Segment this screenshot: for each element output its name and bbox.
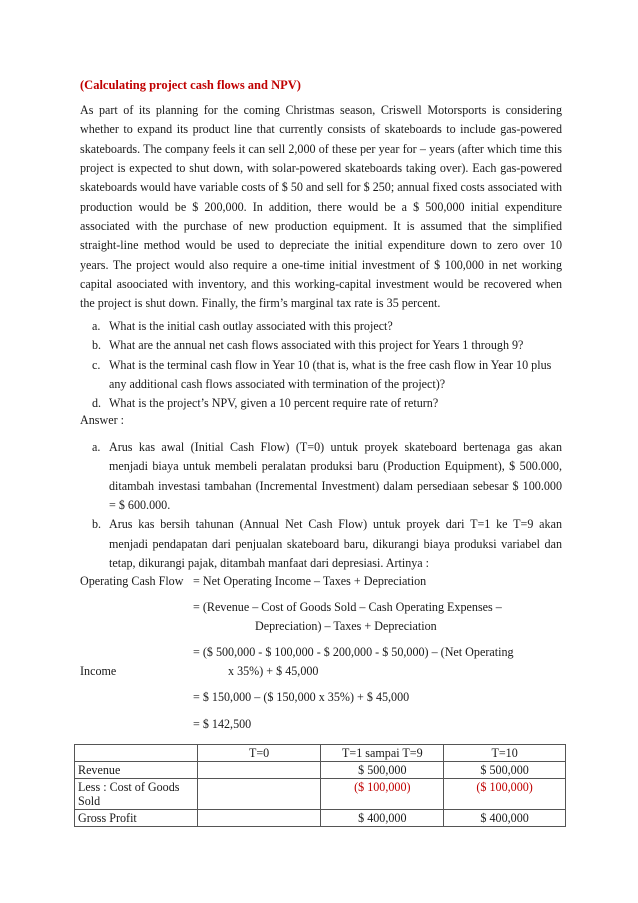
question-list [92, 317, 562, 414]
table-cell: $ 500,000 [321, 762, 444, 779]
answer-item [92, 438, 562, 515]
equation-line: x 35%) + $ 45,000 [228, 664, 319, 678]
equation-line-label: Income [80, 664, 117, 678]
answer-heading: Answer : [80, 413, 124, 427]
list-marker: b. [92, 338, 102, 353]
list-marker: a. [92, 440, 101, 454]
table-cell: $ 400,000 [321, 810, 444, 827]
cash-flow-table [74, 744, 566, 827]
question-text: What is the initial cash outlay associated with this project? [109, 319, 393, 333]
table-header-cell: T=0 [197, 745, 321, 762]
table-cell: Gross Profit [75, 810, 198, 827]
table-row [75, 779, 566, 810]
equation-label: Operating Cash Flow [80, 574, 184, 588]
table-header-cell: T=10 [444, 745, 566, 762]
question-item [92, 317, 562, 336]
equation-line: Depreciation) – Taxes + Depreciation [255, 619, 437, 633]
equation-line: = ($ 500,000 - $ 100,000 - $ 200,000 - $ 50,000) – (Net Operating [193, 645, 514, 659]
answer-text: Arus kas bersih tahunan (Annual Net Cash Flow) untuk proyek dari T=1 ke T=9 akan menjadi pendapatan dari penjualan skateboard baru, dikurangi biaya produksi variabel dan tetap, dikurangi pajak, ditambah manfaat dari depresiasi. Artinya : [109, 517, 562, 571]
table-row [75, 762, 566, 779]
table-cell [197, 810, 321, 827]
table-header-cell: T=1 sampai T=9 [321, 745, 444, 762]
equation-result: = $ 142,500 [193, 717, 252, 731]
problem-statement: As part of its planning for the coming Christmas season, Criswell Motorsports is considering whether to expand its product line that currently consists of skateboards to include gas-powered skateboards. The company feels it can sell 2,000 of these per year for – years (after which time this project is expected to shut down, with solar-powered skateboards taking over). Each gas-powered skateboards would have variable costs of $ 50 and sell for $ 250; annual fixed costs associated with production would be $ 200,000. In addition, there would be a $ 500,000 initial expenditure associated with the purchase of new production equipment. It is assumed that the simplified straight-line method would be used to depreciate the initial expenditure down to zero over 10 years. The project would also require a one-time initial investment of $ 100,000 in net working capital asoociated with inventory, and this working-capital investment would be recovered when the project is shut down. Finally, the firm’s marginal tax rate is 35 percent. [80, 103, 562, 311]
equation-line: = $ 150,000 – ($ 150,000 x 35%) + $ 45,000 [193, 690, 410, 704]
question-item [92, 336, 562, 355]
answer-text: Arus kas awal (Initial Cash Flow) (T=0) untuk proyek skateboard bertenaga gas akan menjadi biaya untuk membeli peralatan produksi baru (Production Equipment), $ 500.000, ditambah investasi tambahan (Incremental Investment) dalam persediaan sebesar $ 100.000 = $ 600.000. [109, 440, 562, 513]
equation-line: = Net Operating Income – Taxes + Depreciation [193, 574, 427, 588]
question-text: What are the annual net cash flows associated with this project for Years 1 through 9? [109, 338, 524, 353]
list-marker: d. [92, 396, 102, 411]
answer-list [92, 438, 562, 573]
list-marker: b. [92, 517, 102, 532]
equation-line: = (Revenue – Cost of Goods Sold – Cash Operating Expenses – [193, 600, 502, 614]
table-header-row [75, 745, 566, 762]
list-marker: c. [92, 357, 101, 372]
table-cell [197, 779, 321, 810]
table-cell [197, 762, 321, 779]
problem-title: (Calculating project cash flows and NPV) [80, 78, 301, 92]
table-cell: Less : Cost of Goods Sold [75, 779, 198, 810]
question-item [92, 356, 562, 395]
question-text: What is the terminal cash flow in Year 10 (that is, what is the free cash flow in Year 10 plus any additional cash flows associated with termination of the project)? [109, 357, 552, 392]
table-cell: $ 400,000 [444, 810, 566, 827]
answer-item [92, 515, 562, 573]
table-header-cell [75, 745, 198, 762]
table-row [75, 810, 566, 827]
question-text: What is the project’s NPV, given a 10 percent require rate of return? [109, 396, 439, 411]
question-item [92, 394, 562, 413]
list-marker: a. [92, 319, 101, 333]
table-cell: Revenue [75, 762, 198, 779]
table-cell: ($ 100,000) [321, 779, 444, 810]
table-cell: $ 500,000 [444, 762, 566, 779]
table-cell: ($ 100,000) [444, 779, 566, 810]
